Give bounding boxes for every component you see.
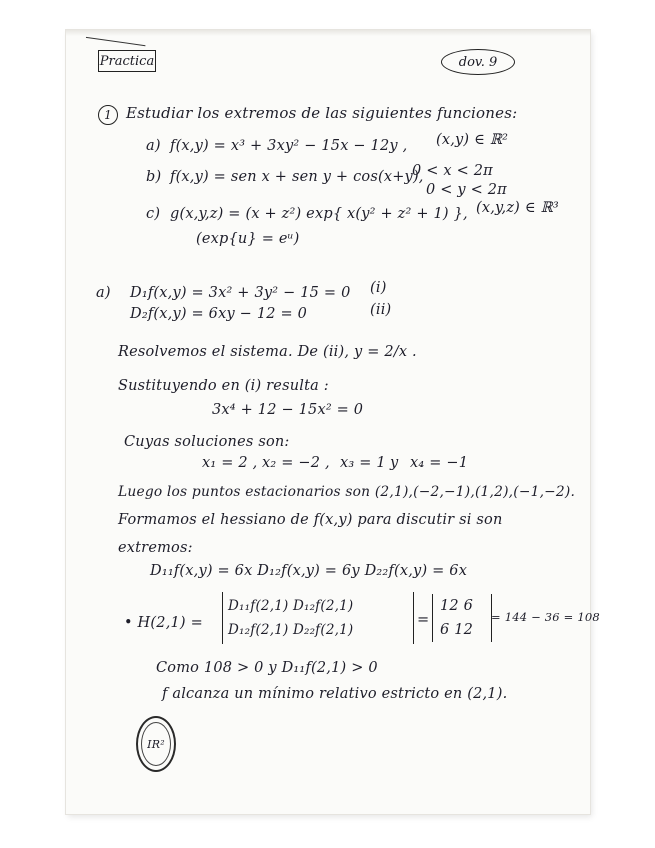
hessian-row-1: D₁₁f(2,1) D₁₂f(2,1) xyxy=(228,598,354,614)
item-a-domain: (x,y) ∈ ℝ² xyxy=(436,132,509,148)
problem-statement: Estudiar los extremos de las siguientes funciones: xyxy=(126,104,518,122)
item-b-label: b) xyxy=(146,169,162,185)
problem-number-circle xyxy=(98,105,118,125)
root-x1: x₁ = 2 , xyxy=(202,455,258,471)
stationary-points-line: Luego los puntos estacionarios son (2,1),(−2,−1),(1,2),(−1,−2). xyxy=(118,484,576,500)
numeric-row-2: 6 12 xyxy=(440,622,474,638)
hessian-result: = 144 − 36 = 108 xyxy=(491,610,600,624)
root-x2: x₂ = −2 , xyxy=(262,455,330,471)
equation-ii-tag: (ii) xyxy=(370,302,392,318)
problem-number: 1 xyxy=(104,108,112,122)
hessian-lhs: • H(2,1) = xyxy=(124,615,203,631)
conclusion-condition: Como 108 > 0 y D₁₁f(2,1) > 0 xyxy=(156,660,378,676)
stamp-text: IR² xyxy=(147,737,165,751)
root-x3: x₃ = 1 xyxy=(340,455,386,471)
item-b-domain-x: 0 < x < 2π xyxy=(412,163,493,179)
equation-i-tag: (i) xyxy=(370,280,387,296)
item-c-label: c) xyxy=(146,206,161,222)
practice-tag xyxy=(98,50,156,72)
solutions-intro: Cuyas soluciones son: xyxy=(124,434,290,450)
hessian-equals: = xyxy=(417,612,430,628)
item-b-function: f(x,y) = sen x + sen y + cos(x+y), xyxy=(170,169,424,185)
conclusion-minimum: f alcanza un mínimo relativo estricto en (2,1). xyxy=(162,686,508,702)
solution-label: a) xyxy=(96,285,111,301)
item-a-label: a) xyxy=(146,138,161,154)
extremes-word: extremos: xyxy=(118,540,193,556)
item-b-domain-y: 0 < y < 2π xyxy=(426,182,507,198)
numeric-row-1: 12 6 xyxy=(440,598,474,614)
item-c-domain: (x,y,z) ∈ ℝ³ xyxy=(476,200,559,216)
hessian-row-2: D₁₂f(2,1) D₂₂f(2,1) xyxy=(228,622,354,638)
practice-tag-text: Practica xyxy=(99,53,155,69)
stamp-inner-ring xyxy=(141,722,171,766)
quartic-equation: 3x⁴ + 12 − 15x² = 0 xyxy=(212,402,364,418)
substitute-line: Sustituyendo en (i) resulta : xyxy=(118,378,329,394)
sheet-number-oval xyxy=(441,49,515,75)
root-and: y xyxy=(390,455,399,471)
hessian-intro-line: Formamos el hessiano de f(x,y) para discutir si son xyxy=(118,512,503,528)
second-derivatives: D₁₁f(x,y) = 6x D₁₂f(x,y) = 6y D₂₂f(x,y) = 6x xyxy=(150,563,468,579)
equation-i: D₁f(x,y) = 3x² + 3y² − 15 = 0 xyxy=(130,285,351,301)
exp-note: (exp{u} = eᵘ) xyxy=(196,231,300,247)
item-a-function: f(x,y) = x³ + 3xy² − 15x − 12y , xyxy=(170,138,408,154)
root-x4: x₄ = −1 xyxy=(410,455,469,471)
sheet-number-text: dov. 9 xyxy=(458,54,498,70)
equation-ii: D₂f(x,y) = 6xy − 12 = 0 xyxy=(130,306,308,322)
item-c-function: g(x,y,z) = (x + z²) exp{ x(y² + z² + 1) }, xyxy=(170,206,468,222)
stamp-seal xyxy=(136,716,176,772)
solve-system-line: Resolvemos el sistema. De (ii), y = 2/x . xyxy=(118,344,417,360)
